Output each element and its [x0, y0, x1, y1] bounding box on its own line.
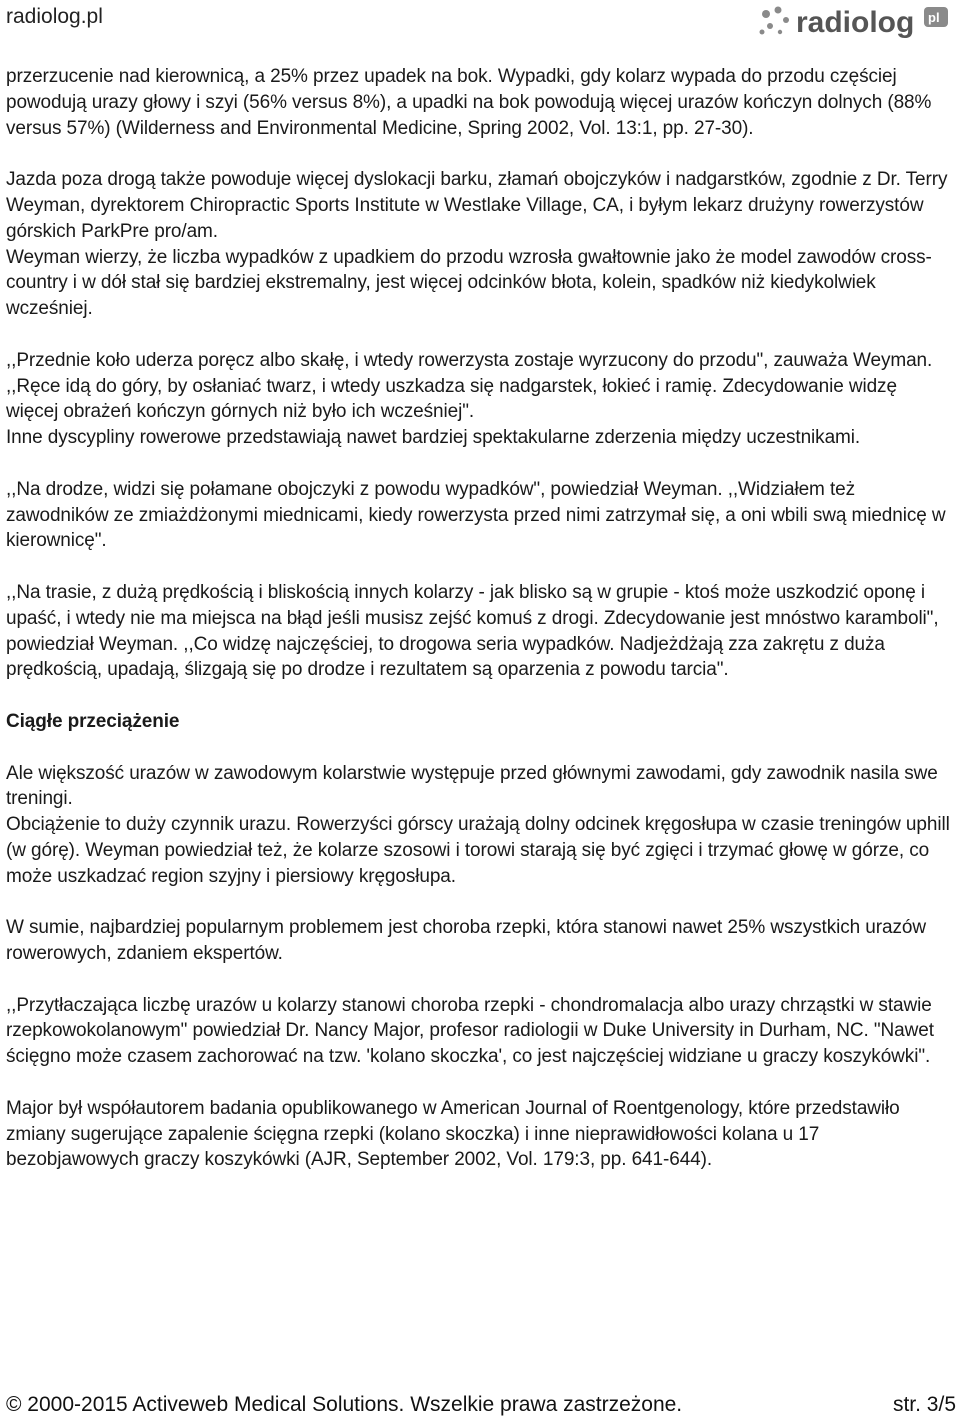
- paragraph: ,,Przytłaczająca liczbę urazów u kolarzy stanowi choroba rzepki - chondromalacja albo urazy chrząstki w stawie rzepkowokolanowym" powiedział Dr. Nancy Major, profesor radiologii w Duke University in Durham, NC. "Nawet ścięgno może czasem zachorować na tzw. 'kolano skoczka', co jest najczęściej widziane u graczy koszykówki".: [6, 994, 934, 1068]
- logo-badge-text: pl: [928, 10, 940, 25]
- article-body: [6, 64, 950, 1173]
- paragraph: Jazda poza drogą także powoduje więcej dyslokacji barku, złamań obojczyków i nadgarstków, zgodnie z Dr. Terry Weyman, dyrektorem Chiropractic Sports Institute w Westlake Village, CA, i byłym lekarz drużyny rowerzystów górskich ParkPre pro/am.: [6, 169, 948, 242]
- paragraph: Weyman wierzy, że liczba wypadków z upadkiem do przodu wzrosła gwałtownie jako że model zawodów cross-country i w dół stał się bardziej ekstremalny, jest więcej odcinków błota, kolein, spadków niż kiedykolwiek wcześniej.: [6, 246, 932, 320]
- section-heading: Ciągłe przeciążenie: [6, 710, 180, 732]
- radiolog-logo: [756, 2, 956, 42]
- paragraph: Ale większość urazów w zawodowym kolarstwie występuje przed głównymi zawodami, gdy zawodnik nasila swe treningi.: [6, 762, 938, 810]
- paragraph: Obciążenie to duży czynnik urazu. Rowerzyści górscy urażają dolny odcinek kręgosłupa w czasie treningów uphill (w górę). Weyman powiedział też, że kolarze szosowi i torowi starają się być zgięci i trzymać głowę w górze, co może uszkadzać region szyjny i piersiowy kręgosłupa.: [6, 814, 950, 887]
- page-header: [0, 0, 960, 50]
- paragraph: ,,Na drodze, widzi się połamane obojczyki z powodu wypadków", powiedział Weyman. ,,Widziałem też zawodników ze zmiażdżonymi miednicami, kiedy rowerzysta przed nimi zatrzymał się, a oni wbili swą miednicę w kierownicę".: [6, 478, 946, 552]
- page-number: str. 3/5: [892, 1393, 956, 1416]
- page-footer: [6, 1393, 956, 1417]
- paragraph: Major był współautorem badania opublikowanego w American Journal of Roentgenology, które przedstawiło zmiany sugerujące zapalenie ścięgna rzepki (kolano skoczka) i inne nieprawidłowości kolana u 17 bezobjawowych graczy koszykówki (AJR, September 2002, Vol. 179:3, pp. 641-644).: [6, 1097, 900, 1171]
- logo-text: radiolog: [796, 6, 915, 39]
- paragraph: przerzucenie nad kierownicą, a 25% przez upadek na bok. Wypadki, gdy kolarz wypada do przodu częściej powodują urazy głowy i szyi (56% versus 8%), a upadki na bok powodują więcej urazów kończyn dolnych (88% versus 57%) (Wilderness and Environmental Medicine, Spring 2002, Vol. 13:1, pp. 27-30).: [6, 66, 932, 139]
- paragraph: W sumie, najbardziej popularnym problemem jest choroba rzepki, która stanowi nawet 25% wszystkich urazów rowerowych, zdaniem ekspertów.: [6, 917, 926, 965]
- site-name: radiolog.pl: [6, 5, 103, 28]
- copyright-text: © 2000-2015 Activeweb Medical Solutions. Wszelkie prawa zastrzeżone.: [6, 1393, 683, 1416]
- logo-dots-icon: [760, 7, 790, 35]
- paragraph: ,,Na trasie, z dużą prędkością i bliskością innych kolarzy - jak blisko są w grupie - ktoś może uszkodzić oponę i upaść, i wtedy nie ma miejsca na błąd jeśli musisz zejść komuś z drogi. Zdecydowanie jest mnóstwo karamboli", powiedział Weyman. ,,Co widzę najczęściej, to drogowa seria wypadków. Nadjeżdżają zza zakrętu z duża prędkością, upadają, ślizgają się po drodze i rezultatem są oparzenia z powodu tarcia".: [6, 581, 939, 681]
- paragraph: Inne dyscypliny rowerowe przedstawiają nawet bardziej spektakularne zderzenia między uczestnikami.: [6, 427, 861, 449]
- paragraph: ,,Przednie koło uderza poręcz albo skałę, i wtedy rowerzysta zostaje wyrzucony do przodu", zauważa Weyman. ,,Ręce idą do góry, by osłaniać twarz, i wtedy uszkadza się nadgarstek, łokieć i ramię. Zdecydowanie widzę więcej obrażeń kończyn górnych niż było ich wcześniej".: [6, 349, 933, 423]
